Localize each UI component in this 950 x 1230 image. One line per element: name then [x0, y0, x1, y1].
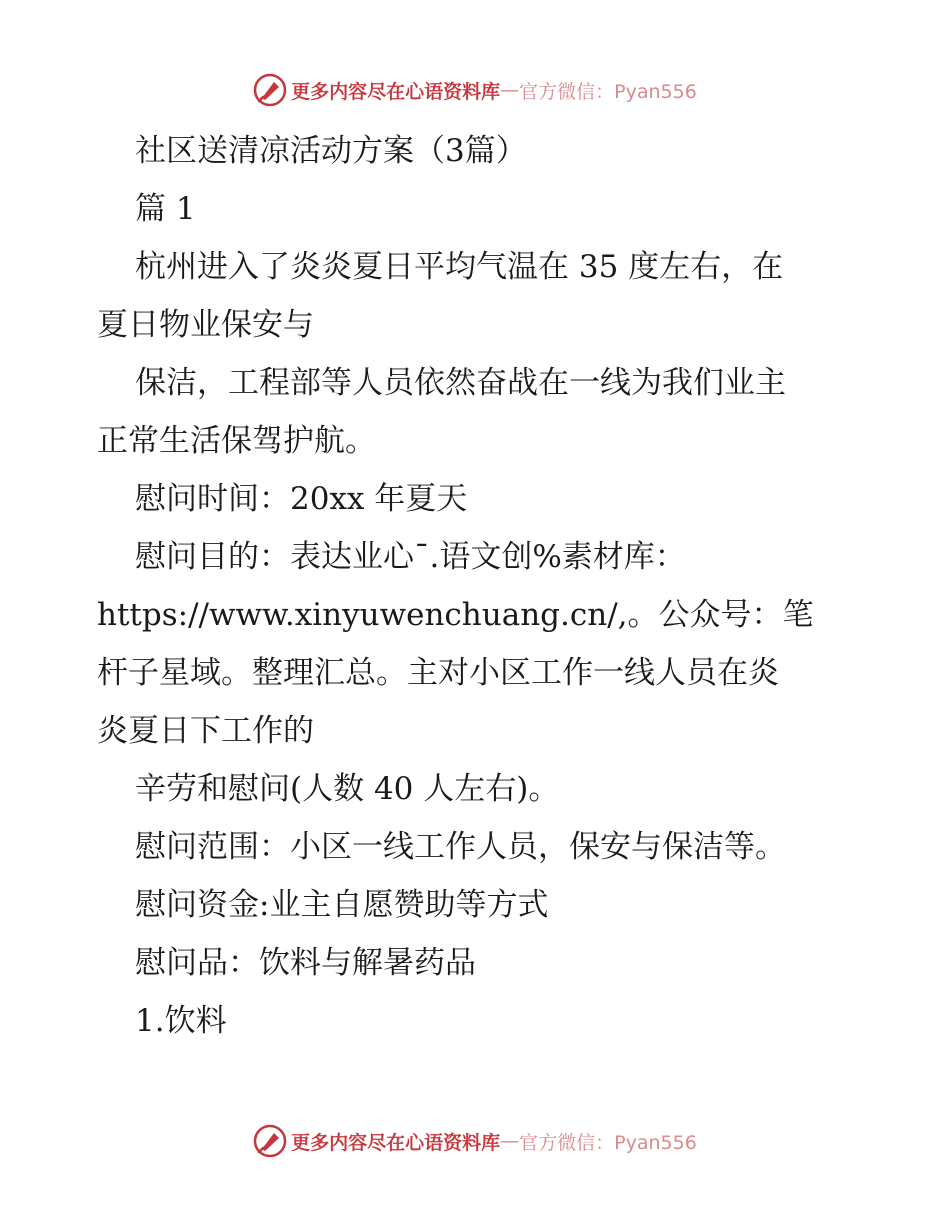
funds-line: 慰问资金:业主自愿赞助等方式: [135, 887, 549, 923]
banner-brand-text: 更多内容尽在心语资料库: [291, 1131, 501, 1154]
paragraph-line: 杭州进入了炎炎夏日平均气温在 35 度左右，在: [135, 249, 784, 285]
footer-banner: [0, 1121, 950, 1161]
banner-wechat-text: 官方微信：Pyan556: [519, 80, 697, 103]
purpose-line: 杆子星域。整理汇总。主对小区工作一线人员在炎: [97, 655, 779, 691]
document-body: [97, 122, 857, 1050]
banner-dash: —: [500, 79, 520, 101]
document-title: 社区送清凉活动方案（3篇）: [135, 133, 527, 169]
purpose-line: 炎夏日下工作的: [97, 713, 314, 749]
time-line: 慰问时间：20xx 年夏天: [135, 481, 468, 517]
banner-dash: —: [500, 1130, 520, 1152]
items-line: 慰问品：饮料与解暑药品: [135, 945, 476, 981]
purpose-line: 慰问目的：表达业心¯.语文创%素材库：: [135, 539, 686, 575]
section-label: 篇 1: [135, 191, 196, 227]
banner-wechat-text: 官方微信：Pyan556: [519, 1131, 697, 1154]
banner-brand-text: 更多内容尽在心语资料库: [291, 80, 501, 103]
header-banner: [0, 70, 950, 110]
purpose-line: https://www.xinyuwenchuang.cn/,。公众号：笔: [97, 597, 814, 633]
paragraph-line: 夏日物业保安与: [97, 307, 314, 343]
pen-nib-logo-icon: [253, 1124, 287, 1158]
purpose-line: 辛劳和慰问(人数 40 人左右)。: [135, 771, 560, 807]
paragraph-line: 正常生活保驾护航。: [97, 423, 376, 459]
scope-line: 慰问范围：小区一线工作人员，保安与保洁等。: [135, 829, 786, 865]
pen-nib-logo-icon: [253, 73, 287, 107]
paragraph-line: 保洁，工程部等人员依然奋战在一线为我们业主: [135, 365, 786, 401]
item-1-line: 1.饮料: [135, 1003, 227, 1039]
